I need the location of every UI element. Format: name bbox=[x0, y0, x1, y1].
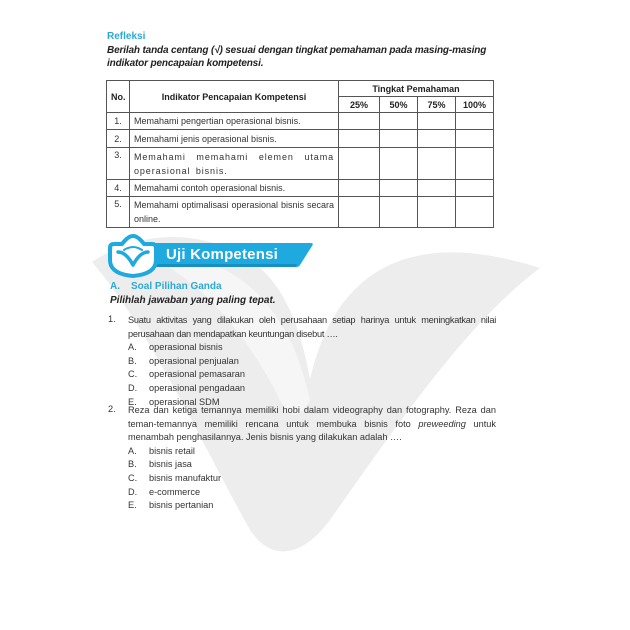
check-cell-100[interactable] bbox=[456, 197, 494, 228]
header-level-25: 25% bbox=[339, 97, 380, 113]
option-b[interactable] bbox=[128, 355, 496, 369]
option-letter: D. bbox=[128, 486, 138, 497]
question-text-part: Reza dan ketiga temannya memiliki hobi dalam videography dan fotography. Reza dan teman-temannya memiliki rencana untuk membuka bisnis foto bbox=[128, 405, 496, 429]
reflection-table bbox=[106, 80, 494, 228]
option-text: bisnis jasa bbox=[149, 459, 192, 470]
question-number: 1. bbox=[108, 314, 116, 324]
section-instruction: Pilihlah jawaban yang paling tepat. bbox=[110, 295, 276, 306]
check-cell-25[interactable] bbox=[339, 180, 380, 197]
check-cell-100[interactable] bbox=[456, 130, 494, 148]
header-level-50: 50% bbox=[380, 97, 418, 113]
check-cell-100[interactable] bbox=[456, 180, 494, 197]
option-c[interactable] bbox=[128, 368, 496, 382]
option-text: operasional SDM bbox=[149, 396, 220, 407]
option-letter: A. bbox=[128, 342, 137, 353]
check-cell-75[interactable] bbox=[418, 180, 456, 197]
section-letter: A. bbox=[110, 281, 120, 292]
row-indicator: Memahami memahami elemen utama operasional bisnis. bbox=[130, 148, 339, 180]
option-text: operasional pengadaan bbox=[149, 382, 246, 393]
check-cell-25[interactable] bbox=[339, 130, 380, 148]
table-header-row bbox=[107, 81, 494, 97]
check-cell-25[interactable] bbox=[339, 113, 380, 130]
row-indicator: Memahami jenis operasional bisnis. bbox=[130, 130, 339, 148]
question-text-italic: preweeding bbox=[418, 418, 466, 429]
option-letter: C. bbox=[128, 472, 138, 483]
options-list bbox=[128, 445, 496, 513]
header-level-group: Tingkat Pemahaman bbox=[339, 81, 494, 97]
check-cell-25[interactable] bbox=[339, 197, 380, 228]
option-text: operasional bisnis bbox=[149, 342, 223, 353]
header-level-75: 75% bbox=[418, 97, 456, 113]
row-number: 4. bbox=[107, 180, 130, 197]
question-1 bbox=[108, 314, 496, 409]
option-letter: E. bbox=[128, 500, 137, 511]
check-cell-100[interactable] bbox=[456, 113, 494, 130]
option-d[interactable] bbox=[128, 486, 496, 500]
option-a[interactable] bbox=[128, 341, 496, 355]
option-text: operasional penjualan bbox=[149, 355, 239, 366]
section-a-heading bbox=[110, 281, 222, 292]
check-cell-75[interactable] bbox=[418, 197, 456, 228]
check-cell-75[interactable] bbox=[418, 148, 456, 180]
header-no: No. bbox=[107, 81, 130, 113]
row-number: 5. bbox=[107, 197, 130, 228]
row-indicator: Memahami contoh operasional bisnis. bbox=[130, 180, 339, 197]
question-text: Suatu aktivitas yang dilakukan oleh perusahaan setiap harinya untuk meningkatkan nilai perusahaan dan mendapatkan keuntungan disebut …. bbox=[128, 315, 496, 339]
section-title: Soal Pilihan Ganda bbox=[131, 281, 222, 292]
table-row bbox=[107, 197, 494, 228]
option-text: e-commerce bbox=[149, 486, 201, 497]
option-letter: A. bbox=[128, 445, 137, 456]
option-text: bisnis retail bbox=[149, 445, 195, 456]
table-row bbox=[107, 180, 494, 197]
check-cell-50[interactable] bbox=[380, 180, 418, 197]
option-c[interactable] bbox=[128, 472, 496, 486]
check-cell-50[interactable] bbox=[380, 113, 418, 130]
question-text bbox=[128, 404, 496, 445]
option-e[interactable] bbox=[128, 499, 496, 513]
table-row bbox=[107, 113, 494, 130]
question-number: 2. bbox=[108, 404, 116, 414]
option-letter: B. bbox=[128, 459, 137, 470]
refleksi-instruction: Berilah tanda centang (√) sesuai dengan tingkat pemahaman pada masing-masing indikator pencapaian kompetensi. bbox=[107, 45, 487, 69]
check-cell-50[interactable] bbox=[380, 148, 418, 180]
options-list bbox=[128, 341, 496, 409]
uji-kompetensi-banner bbox=[104, 234, 324, 278]
check-cell-75[interactable] bbox=[418, 113, 456, 130]
question-2 bbox=[108, 404, 496, 513]
row-number: 2. bbox=[107, 130, 130, 148]
check-cell-50[interactable] bbox=[380, 197, 418, 228]
refleksi-heading: Refleksi bbox=[107, 31, 146, 42]
option-letter: E. bbox=[128, 396, 137, 407]
option-letter: C. bbox=[128, 369, 138, 380]
option-text: bisnis manufaktur bbox=[149, 472, 222, 483]
option-text: bisnis pertanian bbox=[149, 500, 214, 511]
checkmark-badge-icon bbox=[104, 234, 162, 278]
question-text-part: untuk menambah penghasilannya. Jenis bisnis yang dilakukan adalah …. bbox=[128, 418, 496, 443]
header-level-100: 100% bbox=[456, 97, 494, 113]
check-cell-100[interactable] bbox=[456, 148, 494, 180]
table-row bbox=[107, 130, 494, 148]
option-a[interactable] bbox=[128, 445, 496, 459]
header-indicator: Indikator Pencapaian Kompetensi bbox=[130, 81, 339, 113]
option-b[interactable] bbox=[128, 458, 496, 472]
check-cell-25[interactable] bbox=[339, 148, 380, 180]
check-cell-75[interactable] bbox=[418, 130, 456, 148]
option-d[interactable] bbox=[128, 382, 496, 396]
option-letter: D. bbox=[128, 382, 138, 393]
table-row bbox=[107, 148, 494, 180]
row-number: 1. bbox=[107, 113, 130, 130]
row-indicator: Memahami optimalisasi operasional bisnis secara online. bbox=[130, 197, 339, 228]
row-indicator: Memahami pengertian operasional bisnis. bbox=[130, 113, 339, 130]
option-letter: B. bbox=[128, 355, 137, 366]
check-cell-50[interactable] bbox=[380, 130, 418, 148]
row-number: 3. bbox=[107, 148, 130, 180]
option-text: operasional pemasaran bbox=[149, 369, 246, 380]
banner-title: Uji Kompetensi bbox=[166, 246, 278, 263]
